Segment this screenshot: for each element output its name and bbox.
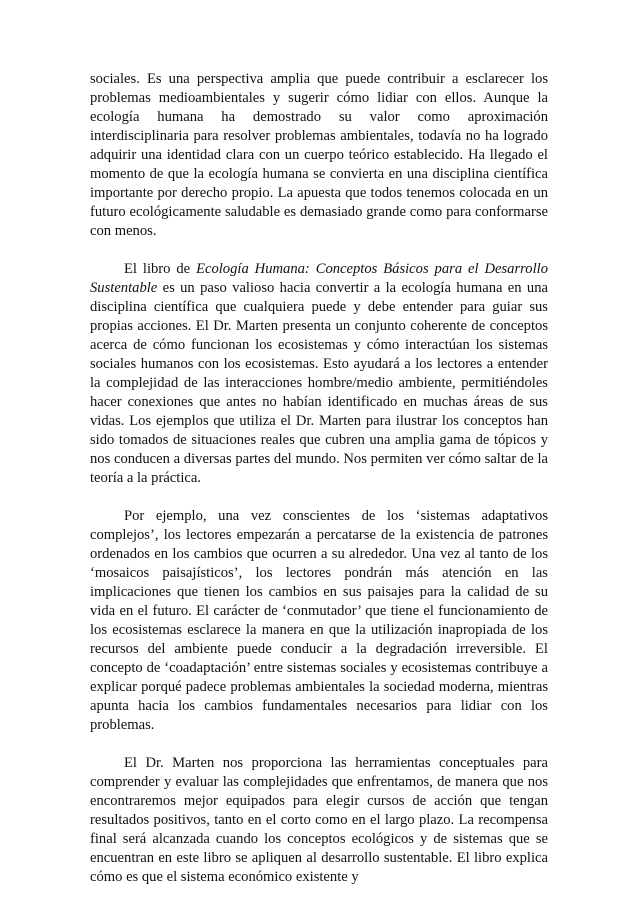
paragraph-2	[90, 260, 548, 488]
paragraph-2-prefix: El libro de	[124, 261, 197, 277]
paragraph-3: Por ejemplo, una vez conscientes de los ‘sistemas adaptativos complejos’, los lectores empezarán a percatarse de la existencia de patrones ordenados en los cambios que ocurren a su alrededor. Una vez al tanto de los ‘mosaicos paisajísticos’, los lectores pondrán más atención en las implicaciones que tienen los cambios en sus paisajes para la calidad de su vida en el futuro. El carácter de ‘conmutador’ que tiene el funcionamiento de los ecosistemas esclarece la manera en que la utilización inapropiada de los recursos del ambiente puede conducir a la degradación irreversible. El concepto de ‘coadaptación’ entre sistemas sociales y ecosistemas contribuye a explicar porqué padece problemas ambientales la sociedad moderna, mientras apunta hacia los cambios fundamentales necesarios para lidiar con los problemas.	[90, 508, 548, 733]
paragraph-2-text: es un paso valioso hacia convertir a la ecología humana en una disciplina científica que cualquiera puede y debe entender para guiar sus propias acciones. El Dr. Marten presenta un conjunto coherente de conceptos acerca de cómo funcionan los ecosistemas y cómo interactúan los sistemas sociales humanos con los ecosistemas. Esto ayudará a los lectores a entender la complejidad de las interacciones hombre/medio ambiente, permitiéndoles hacer conexiones que antes no habían identificado en muchas áreas de sus vidas. Los ejemplos que utiliza el Dr. Marten para ilustrar los conceptos han sido tomados de situaciones reales que cubren una amplia gama de tópicos y nos conducen a diversas partes del mundo. Nos permiten ver cómo saltar de la teoría a la práctica.	[90, 280, 548, 486]
book-title: Ecología Humana: Conceptos Básicos para el Desarrollo Sustentable	[90, 261, 548, 296]
paragraph-4: El Dr. Marten nos proporciona las herramientas conceptuales para comprender y evaluar las complejidades que enfrentamos, de manera que nos encontraremos mejor equipados para elegir cursos de acción que tengan resultados positivos, tanto en el corto como en el largo plazo. La recompensa final será alcanzada cuando los conceptos ecológicos y de sistemas que se encuentran en este libro se apliquen al desarrollo sustentable. El libro explica cómo es que el sistema económico existente y	[90, 755, 548, 885]
body-text	[90, 70, 548, 887]
paragraph-1: sociales. Es una perspectiva amplia que puede contribuir a esclarecer los problemas medioambientales y sugerir cómo lidiar con ellos. Aunque la ecología humana ha demostrado su valor como aproximación interdisciplinaria para resolver problemas ambientales, todavía no ha logrado adquirir una identidad clara con un cuerpo teórico establecido. Ha llegado el momento de que la ecología humana se convierta en una disciplina científica importante por derecho propio. La apuesta que todos tenemos colocada en un futuro ecológicamente saludable es demasiado grande como para conformarse con menos.	[90, 71, 548, 239]
